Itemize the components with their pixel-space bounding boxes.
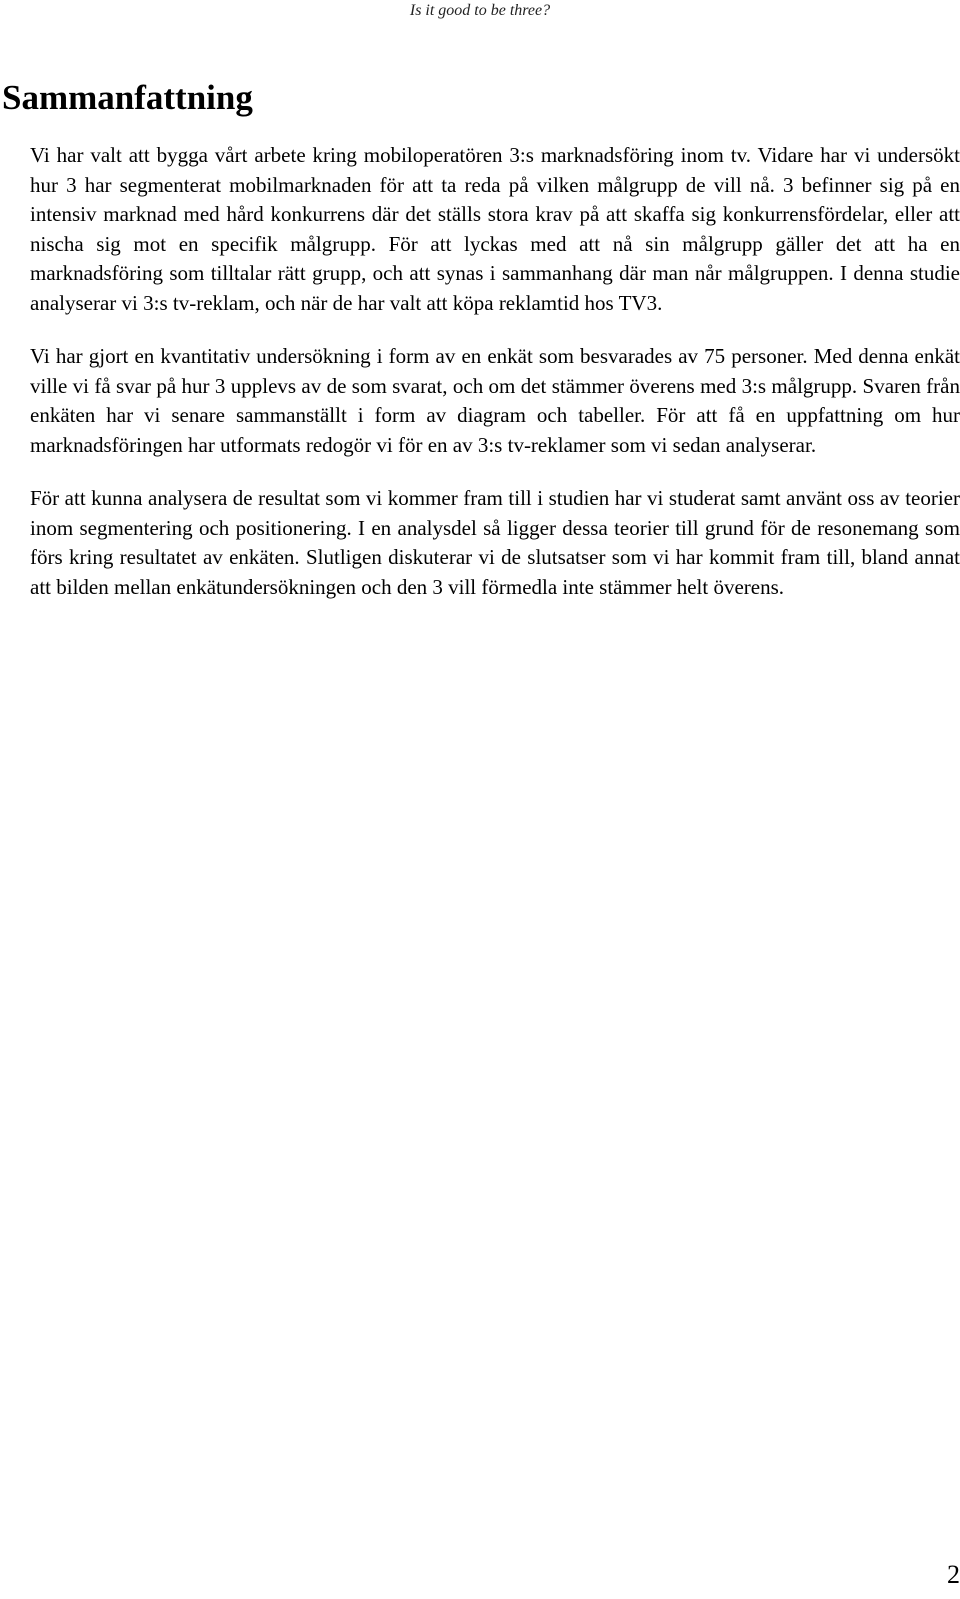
paragraph-1: Vi har valt att bygga vårt arbete kring mobiloperatören 3:s marknadsföring inom tv. Vidare har vi undersökt hur 3 har segmenterat mobilmarknaden för att ta reda på vilken målgrupp de vill nå. 3 befinner sig på en intensiv marknad med hård konkurrens där det ställs stora krav på att skaffa sig konkurrensfördelar, eller att nischa sig mot en specifik målgrupp. För att lyckas med att nå sin målgrupp gäller det att ha en marknadsföring som tilltalar rätt grupp, och att synas i sammanhang där man når målgruppen. I denna studie analyserar vi 3:s tv-reklam, och när de har valt att köpa reklamtid hos TV3. [30, 143, 960, 315]
page-number: 2 [947, 1560, 960, 1589]
page-title: Sammanfattning [2, 78, 253, 117]
paragraph-2: Vi har gjort en kvantitativ undersökning i form av en enkät som besvarades av 75 personer. Med denna enkät ville vi få svar på hur 3 upplevs av de som svarat, och om det stämmer överens med 3:s målgrupp. Svaren från enkäten har vi senare sammanställt i form av diagram och tabeller. För att få en uppfattning om hur marknadsföringen har utformats redogör vi för en av 3:s tv-reklamer som vi sedan analyserar. [30, 344, 960, 457]
body-text [30, 141, 960, 626]
paragraph-3: För att kunna analysera de resultat som vi kommer fram till i studien har vi studerat samt använt oss av teorier inom segmentering och positionering. I en analysdel så ligger dessa teorier till grund för de resonemang som förs kring resultatet av enkäten. Slutligen diskuterar vi de slutsatser som vi har kommit fram till, bland annat att bilden mellan enkätundersökningen och den 3 vill förmedla inte stämmer helt överens. [30, 486, 960, 599]
running-header: Is it good to be three? [409, 2, 551, 19]
